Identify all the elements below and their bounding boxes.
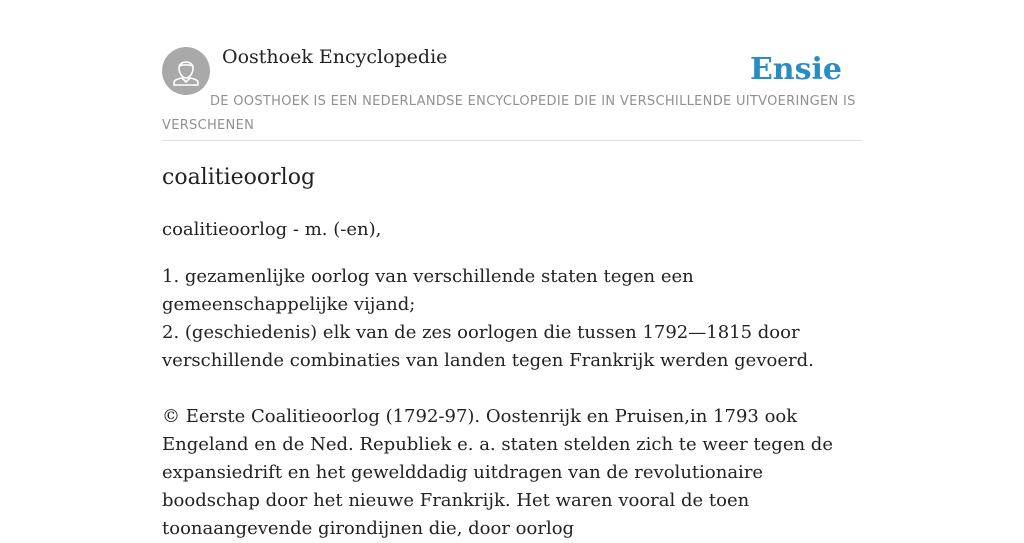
definition-item: 2. (geschiedenis) elk van de zes oorlogen die tussen 1792—1815 door verschillende combinaties van landen tegen Frankrijk werden gevoerd. — [162, 322, 814, 371]
headword-grammar: coalitieoorlog - m. (-en), — [162, 219, 382, 240]
publisher-tagline: DE OOSTHOEK IS EEN NEDERLANDSE ENCYCLOPEDIE DIE IN VERSCHILLENDE UITVOERINGEN IS VERSCHENEN — [162, 94, 856, 133]
brand-logo-link[interactable]: Ensie — [749, 52, 842, 87]
article — [162, 160, 864, 543]
publisher-name-link[interactable]: Oosthoek Encyclopedie — [222, 46, 448, 68]
encyclopedia-note: © Eerste Coalitieoorlog (1792-97). Oostenrijk en Pruisen,in 1793 ook Engeland en de Ned. Republiek e. a. staten stelden zich te weer tegen de expansiedrift en het gewelddadig uitdragen van de revolutionaire boodschap door het nieuwe Frankrijk. Het waren vooral de toen toonaangevende girondijnen die, door oorlog — [162, 406, 833, 539]
publisher-avatar[interactable] — [162, 47, 210, 95]
site-header — [162, 40, 862, 141]
page-title: coalitieoorlog — [162, 165, 316, 190]
definition-list — [162, 263, 864, 375]
user-icon — [162, 47, 210, 95]
definition-item: 1. gezamenlijke oorlog van verschillende staten tegen een gemeenschappelijke vijand; — [162, 266, 694, 315]
